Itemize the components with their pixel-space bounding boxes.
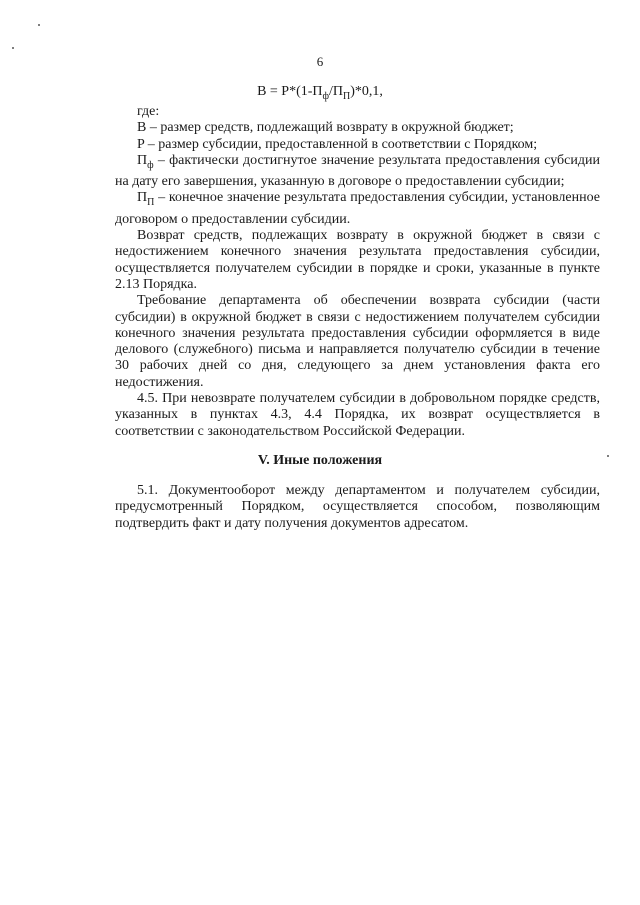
definition-b: B – размер средств, подлежащий возврату в окружной бюджет; [137, 120, 514, 136]
page-number: 6 [316, 54, 324, 69]
paragraph-clause-4-5: 4.5. При невозврате получателем субсидии в добровольном порядке средств, указанных в пунктах 4.3, 4.4 Порядка, их возврат осуществляется в соответствии с законодательством Российской Федерации. [115, 391, 600, 439]
paragraph-department-requirement: Требование департамента об обеспечении возврата субсидии (части субсидии) в окружной бюджет в связи с недостижением получателем субсидии конечного значения результата предоставления субсидии оформляется в виде делового (служебного) письма и направляется получателю субсидии в течение 30 рабочих дней со дня, следующего за днем установления факта его недостижения. [115, 293, 600, 390]
pp-symbol: П [137, 190, 148, 206]
paragraph-return-procedure: Возврат средств, подлежащих возврату в окружной бюджет в связи с недостижением конечного значения результата предоставления субсидии, осуществляется получателем субсидии в порядке и сроки, указанные в пункте 2.13 Порядка. [115, 228, 600, 292]
formula-mid: /П [329, 84, 344, 99]
definition-pp [115, 190, 600, 228]
formula-prefix: B = P*(1-П [257, 84, 323, 99]
definition-p: P – размер субсидии, предоставленной в соответствии с Порядком; [137, 136, 538, 152]
definition-pf [115, 153, 600, 191]
pf-symbol: П [137, 152, 148, 168]
section-v-title: V. Иные положения [257, 453, 383, 468]
pf-text: – фактически достигнутое значение результата предоставления субсидии на дату его завершения, указанную в договоре о предоставлении субсидии; [115, 152, 600, 190]
formula-sub-f: ф [322, 91, 330, 102]
where-label: где: [137, 104, 160, 119]
formula-suffix: )*0,1, [350, 84, 383, 99]
pf-subscript: ф [147, 159, 154, 171]
pp-text: – конечное значение результата предоставления субсидии, установленное договором о предоставлении субсидии. [115, 190, 600, 227]
pp-subscript: П [147, 197, 155, 209]
scan-speck [12, 47, 14, 49]
body-text [115, 104, 600, 440]
formula-sub-p: П [343, 91, 351, 102]
return-formula [0, 84, 640, 102]
paragraph-clause-5-1: 5.1. Документооборот между департаментом и получателем субсидии, предусмотренный Порядком, осуществляется способом, позволяющим подтвердить факт и дату получения документов адресатом. [115, 483, 600, 531]
scan-speck [38, 24, 40, 26]
